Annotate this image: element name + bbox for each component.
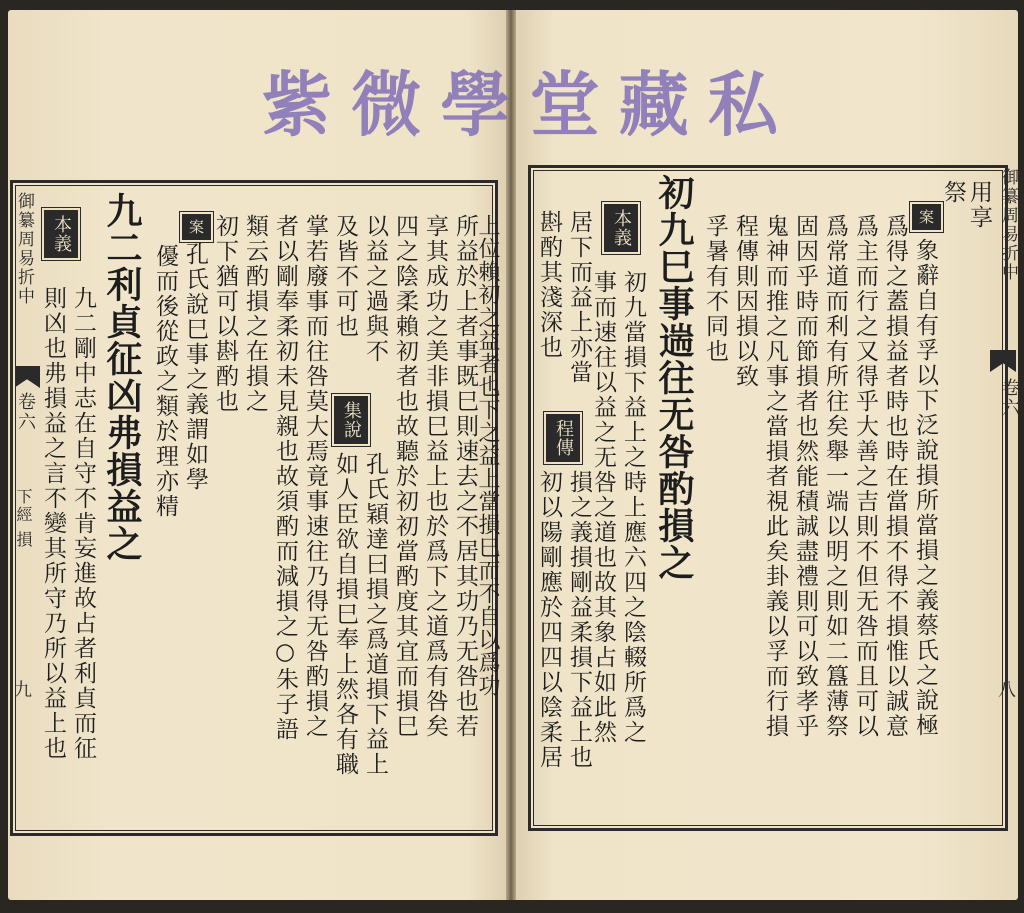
right-text-col: 鬼神而推之凡事之當損者視此矣卦義以孚而行損	[762, 214, 788, 739]
tag-an: 案	[182, 214, 211, 240]
left-margin-title: 御纂周易折中	[14, 192, 34, 306]
left-text-col: 孔氏穎達曰損之爲道損下益上	[362, 452, 388, 777]
left-text-col: 以益之過與不	[362, 214, 388, 364]
left-benyi-text: 九二剛中志在自守不肯妄進故占者利貞而征	[70, 286, 96, 761]
right-margin-title: 御纂周易折中	[998, 168, 1018, 282]
right-benyi-text: 初九當損下益上之時上應六四之陰輟所爲之	[620, 270, 646, 745]
left-text-col: 上位賴初之益者也下之益上當損巳而不自以爲功	[475, 214, 500, 697]
tag-an: 案	[912, 204, 941, 230]
right-text-col: 孚暑有不同也	[702, 214, 728, 364]
left-benyi-text: 則凶也弗損益之言不變其所守乃所以益上也	[40, 286, 66, 761]
left-text-col: 如人臣欲自損巳奉上然各有職	[332, 452, 358, 777]
right-text-col: 居下而益上亦當	[566, 210, 592, 385]
right-cheng-text: 損之義損剛益柔損下益上也	[566, 470, 592, 770]
right-text-col: 爲主而行之又得乎大善之吉則不但无咎而且可以	[852, 214, 878, 739]
left-heading: 九二利貞征凶弗損益之	[101, 192, 143, 562]
stamp-char: 藏	[618, 62, 693, 146]
stamp-char: 紫	[262, 62, 336, 146]
right-text-col: 固因乎時而節損者也然能積誠盡禮則可以致孝乎	[792, 214, 818, 739]
left-text-col: 所益於上者事既巳則速去之不居其功乃无咎也若	[452, 214, 478, 739]
left-text-col: 類云酌損之在損之	[242, 214, 268, 414]
collector-stamp	[262, 54, 782, 144]
left-margin-volume: 卷六	[15, 392, 36, 432]
right-text-col: 象辭自有孚以下泛說損所當損之義蔡氏之說極	[912, 238, 938, 738]
right-margin-volume: 卷六	[999, 378, 1020, 418]
stamp-char: 學	[440, 62, 515, 146]
left-text-col: 初下猶可以斟酌也	[212, 214, 238, 414]
tag-benyi: 本義	[604, 204, 638, 252]
stamp-char: 微	[351, 62, 426, 146]
tag-benyi: 本義	[44, 210, 78, 258]
right-text-col: 爲常道而利有所往矣舉一端以明之則如二簋薄祭	[822, 214, 848, 739]
tag-jishuo: 集說	[334, 396, 368, 444]
left-margin-section: 下經 損	[14, 488, 33, 550]
right-cheng-text: 初以陽剛應於四四以陰柔居	[536, 470, 562, 770]
left-text-col: 享其成功之美非損巳益上也於爲下之道爲有咎矣	[422, 214, 448, 739]
right-benyi-text: 事而速往以益之无咎之道也故其象占如此然	[590, 270, 616, 745]
right-text-col: 爲得之蓋損益者時也時在當損不得不損惟以誠意	[882, 214, 908, 739]
left-text-col: 四之陰柔賴初者也故聽於初初當酌度其宜而損巳	[392, 214, 418, 739]
right-page-number: 八	[998, 680, 1016, 701]
left-text-col: 優而後從政之類於理亦精	[152, 244, 178, 519]
left-text-col: 及皆不可也	[332, 214, 358, 339]
right-heading: 初九巳事遄往无咎酌損之	[653, 174, 695, 581]
right-text-col: 祭	[940, 180, 966, 205]
tag-chengzhuan: 程傳	[546, 414, 580, 462]
left-text-col: 孔氏說巳事之義謂如學	[182, 242, 208, 492]
left-page-number: 九	[14, 680, 32, 701]
left-text-col: 掌若廢事而往咎莫大焉竟事速往乃得无咎酌損之	[302, 214, 328, 739]
right-text-col: 程傳則因損以致	[732, 214, 758, 389]
stamp-char: 私	[707, 62, 782, 146]
right-text-col: 斟酌其淺深也	[536, 210, 562, 360]
stamp-char: 堂	[529, 62, 604, 146]
left-text-col: 者以剛奉柔初未見親也故須酌而減損之○朱子語	[272, 214, 298, 742]
right-text-col: 用享	[966, 180, 992, 230]
